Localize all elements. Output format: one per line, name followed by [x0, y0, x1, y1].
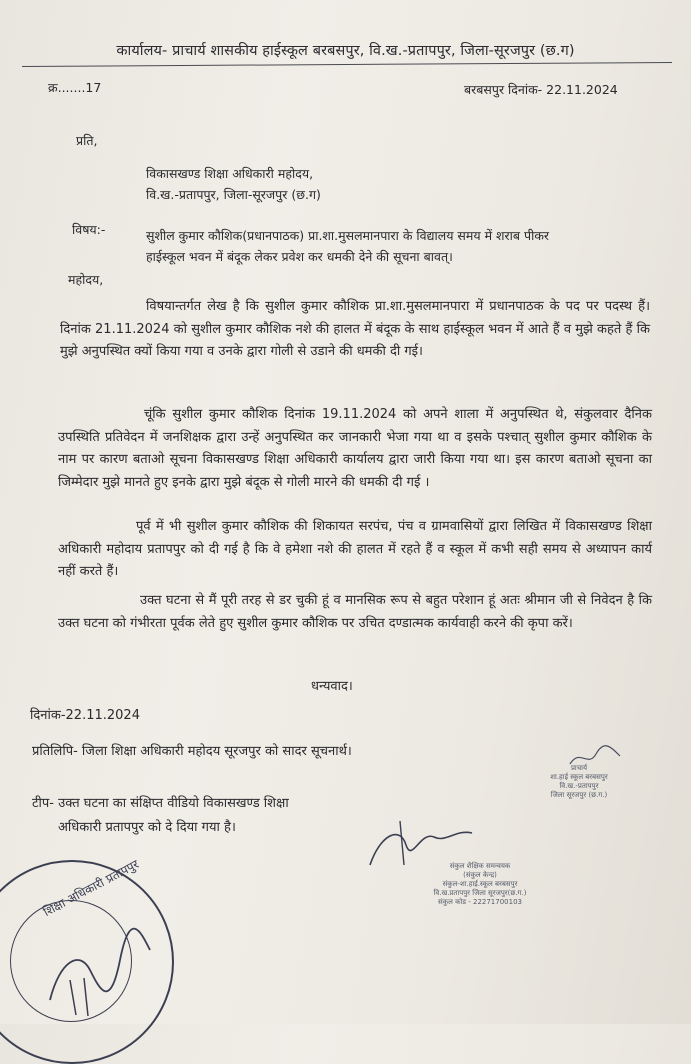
principal-stamp-line2: शा.हाई स्कूल बरबसपुर [550, 773, 608, 781]
subject-line2: हाईस्कूल भवन में बंदूक लेकर प्रवेश कर धमकी देने की सूचना बावत्। [146, 249, 453, 264]
paragraph-4: उक्त घटना से मैं पूरी तरह से डर चुकी हूं व मानसिक रूप से बहुत परेशान हूं अतः श्रीमान जी से निवेदन है कि उक्त घटना को गंभीरता पूर्वक लेते हुए सुशील कुमार कौशिक पर उचित दण्डात्मक कार्यवाही करने की कृपा करें। [58, 593, 652, 631]
salutation: महोदय, [68, 272, 104, 287]
note-line1: टीप- उक्त घटना का संक्षिप्त वीडियो विकासखण्ड शिक्षा [32, 796, 289, 811]
seal-signature-scribble [30, 920, 160, 1020]
header-rule [22, 62, 672, 67]
seal-text: शिक्षा अधिकारी प्रतापपुर [40, 857, 142, 920]
subject-line1: सुशील कुमार कौशिक(प्रधानपाठक) प्रा.शा.मुसलमानपारा के विद्यालय समय में शराब पीकर [146, 228, 550, 243]
addressee-line2: वि.ख.-प्रतापपुर, जिला-सूरजपुर (छ.ग) [146, 187, 321, 202]
coordinator-stamp-line1: संकुल शैक्षिक समन्वयक [449, 862, 511, 870]
footer-date: दिनांक-22.11.2024 [30, 708, 140, 723]
coordinator-stamp [420, 862, 540, 907]
place-date: बरबसपुर दिनांक- 22.11.2024 [464, 82, 618, 97]
paragraph-3: पूर्व में भी सुशील कुमार कौशिक की शिकायत सरपंच, पंच व ग्रामवासियों द्वारा लिखित में विकासखण्ड शिक्षा अधिकारी महोदाय प्रतापपुर को दी गई है कि वे हमेशा नशे की हालत में रहते हैं व स्कूल में कभी सही समय से अध्यापन कार्य नहीं करते हैं। [58, 519, 652, 579]
prati-label: प्रति, [76, 133, 98, 148]
coordinator-stamp-line5: संकुल कोड - 22271700103 [438, 898, 522, 906]
copy-to: प्रतिलिपि- जिला शिक्षा अधिकारी महोदय सूरजपुर को सादर सूचनार्थ। [32, 744, 352, 759]
coordinator-stamp-line3: संकुल-शा.हाई.स्कूल बरबसपुर [442, 880, 518, 888]
addressee-line1: विकासखण्ड शिक्षा अधिकारी महोदय, [146, 166, 314, 181]
subject-label: विषय:- [72, 222, 106, 237]
principal-stamp-line4: जिला सूरजपुर (छ.ग.) [550, 791, 608, 799]
office-header: कार्यालय- प्राचार्य शासकीय हाईस्कूल बरबसपुर, वि.ख.-प्रतापपुर, जिला-सूरजपुर (छ.ग) [116, 43, 575, 59]
principal-stamp-line1: प्राचार्य [570, 764, 588, 772]
principal-stamp-line3: वि.ख.-प्रतापपुर [559, 782, 599, 790]
paragraph-1: विषयान्तर्गत लेख है कि सुशील कुमार कौशिक प्रा.शा.मुसलमानपारा में प्रधानपाठक के पद पर पदस्थ हैं। दिनांक 21.11.2024 को सुशील कुमार कौशिक नशे की हालत में बंदूक के साथ हाईस्कूल भवन में आते हैं व मुझे कहते हैं कि मुझे अनुपस्थित क्यों किया गया व उनके द्वारा गोली से उडाने की धमकी दी गई। [60, 299, 650, 359]
thanks: धन्यवाद। [311, 679, 353, 694]
coordinator-stamp-line2: (संकुल केन्द्र) [463, 871, 497, 879]
coordinator-stamp-line4: वि.ख.प्रतापपुर जिला सूरजपुर(छ.ग.) [433, 889, 527, 897]
principal-stamp [524, 764, 634, 800]
reference-number: क्र.......17 [48, 80, 102, 95]
note-line2: अधिकारी प्रतापपुर को दे दिया गया है। [58, 820, 236, 835]
paragraph-2: चूंकि सुशील कुमार कौशिक दिनांक 19.11.2024 को अपने शाला में अनुपस्थित थे, संकुलवार दैनिक उपस्थिति प्रतिवेदन में जनशिक्षक द्वारा उन्हें अनुपस्थित कर जानकारी भेजा गया था व इसके पश्चात् सुशील कुमार कौशिक के नाम पर कारण बताओ सूचना विकासखण्ड शिक्षा अधिकारी कार्यालय द्वारा जारी किया गया था। इस कारण बताओ सूचना का जिम्मेदार मुझे मानते हुए इनके द्वारा मुझे बंदूक से गोली मारने की धमकी दी गई । [58, 407, 652, 490]
